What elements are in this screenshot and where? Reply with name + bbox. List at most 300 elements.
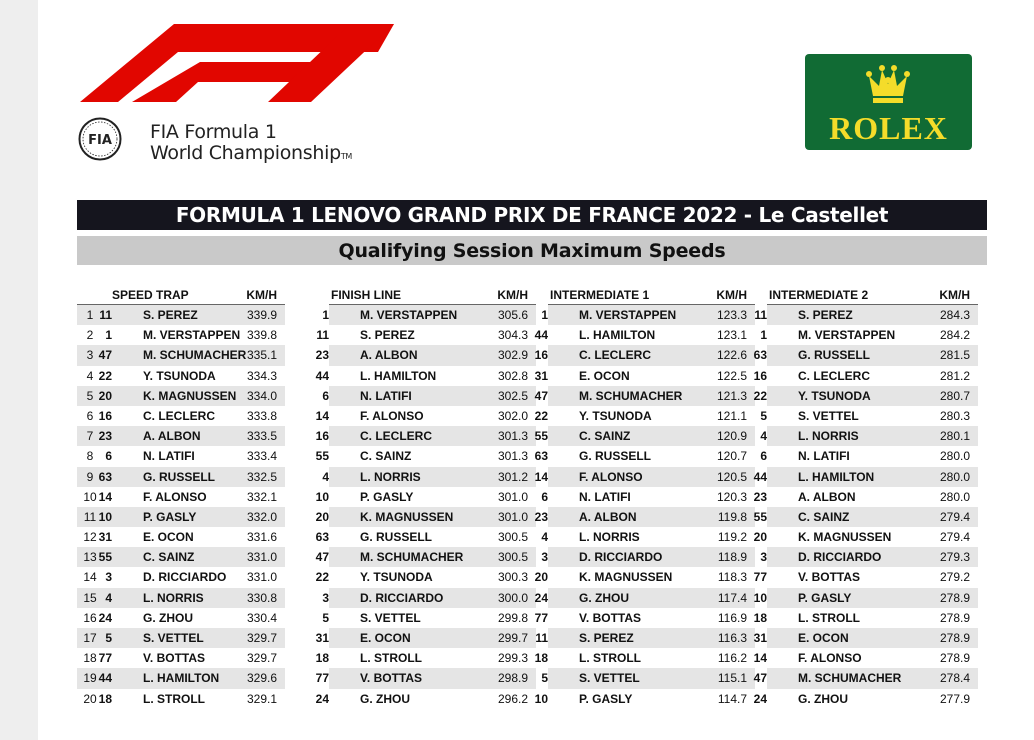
driver-name-cell: G. ZHOU [360, 691, 410, 706]
position-cell: 16 [83, 610, 97, 625]
speed-cell: 279.4 [939, 530, 970, 545]
table-row [77, 628, 285, 648]
speed-cell: 304.3 [497, 328, 528, 343]
table-row [541, 527, 755, 547]
car-number-cell: 6 [760, 449, 767, 464]
speed-cell: 301.2 [497, 469, 528, 484]
speed-cell: 332.0 [246, 509, 277, 524]
driver-name-cell: E. OCON [143, 530, 194, 545]
driver-name-cell: L. NORRIS [579, 530, 640, 545]
car-number-cell: 24 [315, 691, 329, 706]
driver-name-cell: N. LATIFI [143, 449, 195, 464]
table-row [753, 628, 978, 648]
car-number-cell: 77 [534, 610, 548, 625]
position-cell: 4 [86, 368, 94, 383]
table-row [541, 668, 755, 688]
position-cell: 20 [83, 691, 97, 706]
table-row [77, 588, 285, 608]
speed-cell: 332.5 [246, 469, 277, 484]
column-title: FINISH LINE [331, 288, 402, 302]
car-number-cell: 4 [541, 530, 548, 545]
driver-name-cell: S. PEREZ [360, 328, 415, 343]
speed-cell: 279.3 [939, 550, 970, 565]
speed-cell: 281.5 [939, 348, 970, 363]
driver-name-cell: A. ALBON [360, 348, 418, 363]
speed-cell: 302.8 [497, 368, 528, 383]
driver-name-cell: L. STROLL [579, 651, 641, 666]
speed-cell: 301.0 [497, 489, 528, 504]
finish-line-table [315, 287, 536, 709]
car-number-cell: 23 [753, 489, 767, 504]
driver-name-cell: C. SAINZ [798, 509, 850, 524]
driver-name-cell: C. LECLERC [579, 348, 651, 363]
car-number-cell: 1 [322, 308, 329, 322]
speed-cell: 330.8 [246, 590, 277, 605]
speed-cell: 278.9 [939, 590, 970, 605]
table-row [77, 345, 285, 365]
car-number-cell: 5 [760, 408, 767, 423]
driver-name-cell: L. NORRIS [798, 429, 859, 444]
column-unit: KM/H [716, 288, 747, 302]
column-title: INTERMEDIATE 1 [550, 288, 650, 302]
car-number-cell: 5 [322, 610, 329, 625]
position-cell: 13 [83, 550, 97, 565]
car-number-cell: 4 [760, 429, 767, 444]
speed-cell: 300.0 [497, 590, 528, 605]
table-row [77, 446, 285, 466]
table-row [753, 527, 978, 547]
speed-cell: 299.3 [497, 651, 528, 666]
speed-cell: 301.3 [497, 429, 528, 444]
driver-name-cell: S. PEREZ [579, 631, 634, 645]
driver-name-cell: P. GASLY [143, 509, 197, 524]
speed-cell: 329.1 [246, 691, 277, 706]
table-row [315, 547, 536, 567]
car-number-cell: 14 [753, 651, 767, 666]
table-row [315, 567, 536, 587]
table-row [753, 608, 978, 628]
position-cell: 18 [83, 651, 97, 666]
car-number-cell: 10 [534, 691, 548, 706]
table-row [315, 406, 536, 426]
speed-cell: 114.7 [717, 691, 747, 706]
driver-name-cell: D. RICCIARDO [579, 550, 663, 565]
speed-cell: 300.3 [497, 570, 528, 585]
table-row [77, 467, 285, 487]
table-row [315, 689, 536, 709]
fia-logo-icon [78, 117, 122, 161]
driver-name-cell: F. ALONSO [143, 489, 207, 504]
car-number-cell: 44 [753, 469, 767, 484]
driver-name-cell: S. VETTEL [798, 408, 859, 423]
f1-logo-icon [78, 22, 394, 104]
car-number-cell: 20 [753, 530, 767, 545]
table-row [753, 386, 978, 406]
car-number-cell: 11 [535, 631, 548, 645]
position-cell: 17 [83, 631, 97, 645]
table-row [77, 406, 285, 426]
driver-name-cell: D. RICCIARDO [143, 570, 227, 585]
column-title: INTERMEDIATE 2 [769, 288, 869, 302]
position-cell: 7 [86, 429, 94, 444]
position-cell: 8 [86, 449, 94, 464]
car-number-cell: 63 [753, 348, 767, 363]
table-row [535, 628, 755, 648]
position-cell: 9 [86, 469, 94, 484]
car-number-cell: 77 [315, 671, 329, 686]
driver-name-cell: M. SCHUMACHER [798, 671, 902, 686]
car-number-cell: 5 [541, 671, 548, 686]
car-number-cell: 1 [760, 328, 767, 343]
driver-name-cell: L. HAMILTON [798, 469, 875, 484]
table-row [315, 527, 536, 547]
car-number-cell: 24 [753, 691, 767, 706]
driver-name-cell: D. RICCIARDO [360, 590, 444, 605]
speed-cell: 277.9 [939, 691, 970, 706]
car-number-cell: 6 [322, 388, 329, 403]
speed-cell: 280.1 [939, 429, 970, 444]
speed-cell: 120.3 [716, 489, 747, 504]
speed-cell: 123.1 [716, 328, 747, 343]
speed-cell: 278.4 [939, 671, 970, 686]
table-row [315, 366, 536, 386]
speed-cell: 279.4 [939, 509, 970, 524]
driver-name-cell: N. LATIFI [798, 449, 850, 464]
driver-name-cell: L. HAMILTON [579, 328, 656, 343]
table-row [77, 487, 285, 507]
table-row [534, 588, 755, 608]
table-row [322, 588, 536, 608]
driver-name-cell: F. ALONSO [360, 408, 424, 423]
car-number-cell: 23 [534, 509, 548, 524]
table-row [541, 305, 755, 325]
speed-cell: 118.3 [717, 570, 747, 585]
driver-name-cell: G. ZHOU [798, 691, 848, 706]
car-number-cell: 44 [315, 368, 329, 383]
driver-name-cell: M. VERSTAPPEN [360, 308, 458, 322]
driver-name-cell: Y. TSUNODA [360, 570, 433, 585]
speed-cell: 298.9 [497, 671, 528, 686]
car-number-cell: 4 [322, 469, 329, 484]
table-row [541, 487, 755, 507]
car-number-cell: 1 [105, 328, 112, 343]
car-number-cell: 18 [753, 610, 767, 625]
car-number-cell: 63 [315, 530, 329, 545]
car-number-cell: 55 [315, 449, 329, 464]
table-row [315, 668, 536, 688]
speed-cell: 119.2 [717, 530, 747, 545]
table-row [753, 507, 978, 527]
driver-name-cell: P. GASLY [360, 489, 414, 504]
driver-name-cell: P. GASLY [798, 590, 852, 605]
table-row [322, 608, 536, 628]
driver-name-cell: M. VERSTAPPEN [798, 328, 896, 343]
driver-name-cell: K. MAGNUSSEN [579, 570, 673, 585]
fia-emblem-text: FIA [88, 133, 112, 148]
table-row [77, 426, 285, 446]
car-number-cell: 3 [322, 590, 329, 605]
table-row [316, 325, 536, 345]
table-row [753, 668, 978, 688]
car-number-cell: 16 [534, 348, 548, 363]
column-unit: KM/H [246, 288, 277, 302]
speed-cell: 280.3 [939, 408, 970, 423]
car-number-cell: 14 [534, 469, 548, 484]
driver-name-cell: D. RICCIARDO [798, 550, 882, 565]
speed-cell: 305.6 [497, 308, 528, 322]
driver-name-cell: Y. TSUNODA [579, 408, 652, 423]
driver-name-cell: A. ALBON [143, 429, 201, 444]
car-number-cell: 14 [315, 408, 329, 423]
car-number-cell: 77 [753, 570, 767, 585]
speed-cell: 334.0 [246, 388, 277, 403]
table-row [77, 366, 285, 386]
table-row [753, 567, 978, 587]
table-row [534, 366, 755, 386]
car-number-cell: 23 [98, 429, 112, 444]
intermediate-2-table [753, 287, 978, 709]
speed-cell: 278.9 [939, 631, 970, 645]
car-number-cell: 22 [98, 368, 112, 383]
speed-cell: 119.8 [717, 509, 747, 524]
table-row [753, 345, 978, 365]
driver-name-cell: C. LECLERC [798, 368, 870, 383]
driver-name-cell: F. ALONSO [579, 469, 643, 484]
speed-cell: 280.0 [939, 449, 970, 464]
car-number-cell: 22 [753, 388, 767, 403]
driver-name-cell: K. MAGNUSSEN [143, 388, 237, 403]
car-number-cell: 1 [541, 308, 548, 322]
speed-cell: 331.0 [246, 550, 277, 565]
table-row [534, 689, 755, 709]
position-cell: 2 [86, 328, 94, 343]
car-number-cell: 47 [98, 348, 112, 363]
car-number-cell: 3 [105, 570, 112, 585]
car-number-cell: 55 [98, 550, 112, 565]
driver-name-cell: N. LATIFI [360, 388, 412, 403]
position-cell: 14 [83, 570, 97, 585]
table-row [77, 689, 285, 709]
speed-trap-table [77, 287, 285, 709]
car-number-cell: 47 [753, 671, 767, 686]
speed-cell: 278.9 [939, 610, 970, 625]
table-row [77, 325, 285, 345]
table-row [77, 305, 285, 325]
table-row [753, 467, 978, 487]
car-number-cell: 18 [534, 651, 548, 666]
driver-name-cell: G. RUSSELL [143, 469, 216, 484]
driver-name-cell: M. VERSTAPPEN [579, 308, 677, 322]
driver-name-cell: S. PEREZ [143, 308, 198, 322]
position-cell: 3 [86, 348, 94, 363]
table-row [77, 507, 285, 527]
driver-name-cell: V. BOTTAS [143, 651, 206, 666]
table-row [534, 426, 755, 446]
speed-cell: 333.5 [246, 429, 277, 444]
rolex-wordmark: ROLEX [829, 110, 948, 146]
car-number-cell: 6 [105, 449, 112, 464]
event-title: FORMULA 1 LENOVO GRAND PRIX DE FRANCE 2022 - Le Castellet [77, 200, 987, 230]
speed-cell: 329.7 [246, 631, 277, 645]
position-cell: 5 [86, 388, 94, 403]
table-row [77, 608, 285, 628]
speed-cell: 302.9 [497, 348, 528, 363]
table-row [315, 648, 536, 668]
table-row [534, 648, 755, 668]
table-body [315, 305, 536, 709]
table-row [541, 547, 755, 567]
speed-cell: 331.0 [246, 570, 277, 585]
table-row [315, 345, 536, 365]
table-row [760, 547, 978, 567]
speed-cell: 120.7 [716, 449, 747, 464]
car-number-cell: 3 [760, 550, 767, 565]
table-row [753, 487, 978, 507]
speed-cell: 333.4 [246, 449, 277, 464]
car-number-cell: 10 [315, 489, 329, 504]
driver-name-cell: C. SAINZ [360, 449, 412, 464]
table-row [754, 305, 978, 325]
speed-cell: 335.1 [246, 348, 277, 363]
table-row [760, 406, 978, 426]
speed-cell: 302.5 [497, 388, 528, 403]
table-header [77, 287, 285, 305]
table-row [534, 567, 755, 587]
car-number-cell: 63 [98, 469, 112, 484]
car-number-cell: 31 [753, 631, 767, 645]
column-title: SPEED TRAP [112, 288, 189, 302]
car-number-cell: 55 [534, 429, 548, 444]
driver-name-cell: L. HAMILTON [143, 671, 220, 686]
table-row [753, 366, 978, 386]
table-row [753, 689, 978, 709]
table-row [322, 386, 536, 406]
driver-name-cell: A. ALBON [579, 509, 637, 524]
car-number-cell: 31 [315, 631, 329, 645]
table-row [760, 426, 978, 446]
car-number-cell: 31 [534, 368, 548, 383]
table-row [753, 588, 978, 608]
car-number-cell: 47 [534, 388, 548, 403]
speed-cell: 280.0 [939, 489, 970, 504]
car-number-cell: 23 [315, 348, 329, 363]
car-number-cell: 20 [315, 509, 329, 524]
car-number-cell: 11 [754, 308, 767, 322]
driver-name-cell: G. RUSSELL [360, 530, 433, 545]
speed-cell: 301.0 [497, 509, 528, 524]
car-number-cell: 44 [534, 328, 548, 343]
position-cell: 15 [83, 590, 97, 605]
speed-cell: 120.9 [716, 429, 747, 444]
driver-name-cell: G. RUSSELL [579, 449, 652, 464]
rolex-sponsor-logo [805, 54, 972, 150]
speed-cell: 330.4 [246, 610, 277, 625]
intermediate-1-table [534, 287, 755, 709]
session-subtitle: Qualifying Session Maximum Speeds [77, 236, 987, 265]
car-number-cell: 11 [316, 328, 329, 343]
table-row [315, 628, 536, 648]
table-row [315, 426, 536, 446]
driver-name-cell: S. VETTEL [579, 671, 640, 686]
fia-trademark: TM [340, 152, 353, 161]
car-number-cell: 24 [534, 590, 548, 605]
speed-cell: 123.3 [716, 308, 747, 322]
driver-name-cell: L. HAMILTON [360, 368, 437, 383]
speed-cell: 115.1 [717, 671, 747, 686]
position-cell: 1 [86, 308, 94, 322]
table-row [534, 608, 755, 628]
table-row [315, 487, 536, 507]
table-body [534, 305, 755, 709]
position-cell: 10 [83, 489, 97, 504]
car-number-cell: 22 [315, 570, 329, 585]
speed-cell: 116.3 [717, 631, 747, 645]
car-number-cell: 47 [315, 550, 329, 565]
driver-name-cell: Y. TSUNODA [143, 368, 216, 383]
position-cell: 6 [86, 408, 94, 423]
driver-name-cell: P. GASLY [579, 691, 633, 706]
driver-name-cell: C. SAINZ [579, 429, 631, 444]
column-unit: KM/H [939, 288, 970, 302]
speed-cell: 299.7 [497, 631, 528, 645]
speed-cell: 300.5 [497, 550, 528, 565]
car-number-cell: 20 [534, 570, 548, 585]
column-unit: KM/H [497, 288, 528, 302]
driver-name-cell: L. STROLL [360, 651, 422, 666]
driver-name-cell: E. OCON [798, 631, 849, 645]
car-number-cell: 5 [105, 631, 112, 645]
speed-cell: 122.5 [716, 368, 747, 383]
driver-name-cell: N. LATIFI [579, 489, 631, 504]
driver-name-cell: F. ALONSO [798, 651, 862, 666]
speed-cell: 296.2 [497, 691, 528, 706]
driver-name-cell: L. NORRIS [143, 590, 204, 605]
speed-cell: 120.5 [716, 469, 747, 484]
speed-cell: 279.2 [939, 570, 970, 585]
driver-name-cell: G. ZHOU [579, 590, 629, 605]
speed-cell: 331.6 [246, 530, 277, 545]
table-row [77, 527, 285, 547]
table-row [77, 648, 285, 668]
table-row [534, 446, 755, 466]
car-number-cell: 24 [98, 610, 112, 625]
car-number-cell: 20 [98, 388, 112, 403]
table-row [534, 507, 755, 527]
car-number-cell: 18 [315, 651, 329, 666]
table-header [548, 287, 755, 305]
table-row [315, 507, 536, 527]
fia-line1: FIA Formula 1 [150, 121, 277, 143]
table-body [77, 305, 285, 709]
table-row [534, 325, 755, 345]
driver-name-cell: V. BOTTAS [579, 610, 642, 625]
table-row [77, 567, 285, 587]
table-row [322, 467, 536, 487]
speed-cell: 118.9 [717, 550, 747, 565]
fia-branding [78, 115, 398, 167]
speed-cell: 302.0 [497, 408, 528, 423]
table-row [534, 406, 755, 426]
car-number-cell: 16 [98, 408, 112, 423]
car-number-cell: 22 [534, 408, 548, 423]
driver-name-cell: E. OCON [360, 631, 411, 645]
table-row [77, 547, 285, 567]
table-header [329, 287, 536, 305]
driver-name-cell: V. BOTTAS [360, 671, 423, 686]
speed-cell: 329.6 [246, 671, 277, 686]
speed-cell: 117.4 [717, 590, 747, 605]
speed-cell: 284.2 [939, 328, 970, 343]
